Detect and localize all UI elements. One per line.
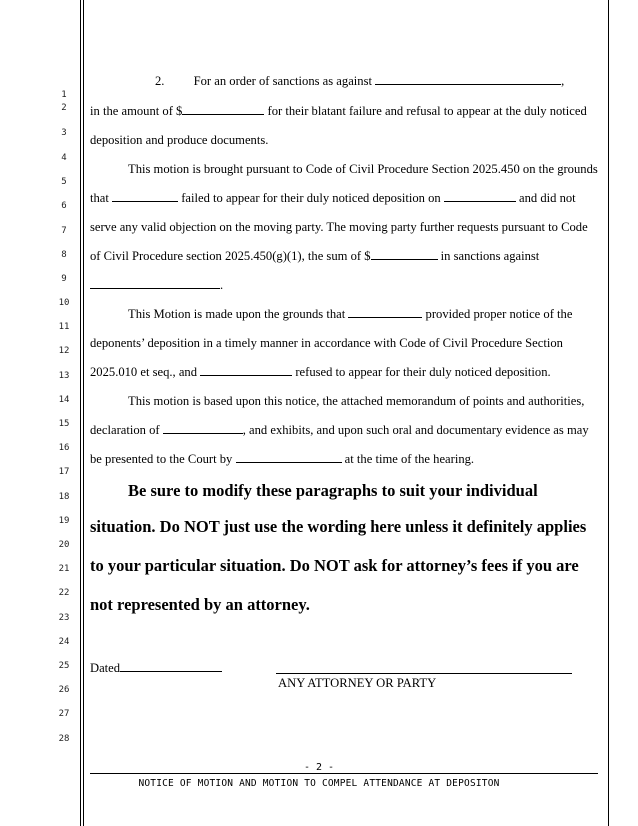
body-line-1	[90, 74, 564, 89]
blank-line	[163, 423, 243, 434]
text: that	[90, 191, 109, 205]
body-line-5	[90, 191, 576, 206]
body-line-4	[90, 162, 598, 177]
body-line-12	[90, 394, 584, 409]
blank-line	[375, 74, 561, 85]
blank-line	[200, 365, 292, 376]
blank-line	[444, 191, 516, 202]
line-number: 11	[58, 322, 70, 332]
line-number: 24	[58, 637, 70, 647]
signer-name: ANY ATTORNEY OR PARTY	[278, 676, 437, 690]
text: serve any valid objection on the moving party. The moving party further requests pursuant to Code	[90, 220, 588, 234]
line-number: 25	[58, 661, 70, 671]
line-number: 14	[58, 395, 70, 405]
line-number: 2	[61, 103, 67, 113]
left-margin-rule-inner	[83, 0, 84, 826]
blank-line	[371, 249, 438, 260]
line-number: 8	[61, 250, 67, 260]
body-line-13	[90, 423, 589, 438]
footer-title: NOTICE OF MOTION AND MOTION TO COMPEL ATTENDANCE AT DEPOSITON	[138, 778, 500, 789]
body-line-9	[90, 307, 572, 322]
body-line-3	[90, 133, 268, 148]
text: be presented to the Court by	[90, 452, 233, 466]
text: at the time of the hearing.	[344, 452, 475, 466]
text: in sanctions against	[440, 249, 540, 263]
body-line-8	[90, 278, 223, 293]
text: This Motion is made upon the grounds that	[128, 307, 346, 321]
text: This motion is based upon this notice, the attached memorandum of points and authorities,	[128, 394, 585, 408]
body-line-7	[90, 249, 539, 264]
line-number: 23	[58, 613, 70, 623]
line-number: 5	[61, 177, 67, 187]
text: provided proper notice of the	[425, 307, 573, 321]
line-number: 27	[58, 709, 70, 719]
footer-rule	[90, 773, 598, 774]
line-number: 20	[58, 540, 70, 550]
text: and did not	[519, 191, 576, 205]
right-margin-rule	[608, 0, 609, 826]
line-number: 26	[58, 685, 70, 695]
body-line-10	[90, 336, 563, 351]
line-number: 16	[58, 443, 70, 453]
left-margin-rule-outer	[80, 0, 81, 826]
text: This motion is brought pursuant to Code of Civil Procedure Section 2025.450 on the grounds	[128, 162, 598, 176]
instruction-line-1: Be sure to modify these paragraphs to suit your individual	[128, 481, 538, 500]
text: deposition and produce documents.	[90, 133, 269, 147]
instruction-line-2: situation. Do NOT just use the wording here unless it definitely applies	[90, 517, 587, 536]
text: refused to appear for their duly noticed deposition.	[295, 365, 551, 379]
blank-line	[182, 104, 264, 115]
line-number: 19	[58, 516, 70, 526]
item-text: For an order of sanctions as against	[193, 74, 372, 88]
line-number: 22	[58, 588, 70, 598]
line-number: 12	[58, 346, 70, 356]
line-number: 13	[58, 371, 70, 381]
dated-label: Dated	[90, 661, 121, 675]
signature-rule	[276, 673, 572, 674]
comma: ,	[561, 74, 565, 88]
line-number: 1	[61, 90, 67, 100]
page-number: - 2 -	[303, 762, 335, 773]
blank-line	[348, 307, 422, 318]
blank-line	[112, 191, 178, 202]
line-number: 4	[61, 153, 67, 163]
line-number: 21	[58, 564, 70, 574]
date-blank	[120, 661, 222, 672]
text: deponents’ deposition in a timely manner in accordance with Code of Civil Procedure Section	[90, 336, 563, 350]
line-number: 9	[61, 274, 67, 284]
blank-line	[90, 278, 220, 289]
instruction-line-3: to your particular situation. Do NOT ask for attorney’s fees if you are	[90, 556, 579, 575]
body-line-2	[90, 104, 587, 119]
text: failed to appear for their duly noticed deposition on	[181, 191, 441, 205]
text: of Civil Procedure section 2025.450(g)(1), the sum of $	[90, 249, 371, 263]
line-number: 15	[58, 419, 70, 429]
text: declaration of	[90, 423, 160, 437]
line-number: 17	[58, 467, 70, 477]
text: .	[220, 278, 224, 292]
line-number: 28	[58, 734, 70, 744]
body-line-14	[90, 452, 474, 467]
text: for their blatant failure and refusal to appear at the duly noticed	[267, 104, 587, 118]
line-number: 3	[61, 128, 67, 138]
text: 2025.010 et seq., and	[90, 365, 198, 379]
line-number: 18	[58, 492, 70, 502]
item-number: 2.	[155, 74, 165, 88]
blank-line	[236, 452, 342, 463]
text: in the amount of $	[90, 104, 183, 118]
body-line-6	[90, 220, 588, 235]
instruction-line-4: not represented by an attorney.	[90, 595, 310, 614]
line-number: 10	[58, 298, 70, 308]
line-number: 6	[61, 201, 67, 211]
body-line-11	[90, 365, 551, 380]
line-number: 7	[61, 226, 67, 236]
text: , and exhibits, and upon such oral and documentary evidence as may	[242, 423, 589, 437]
dated-line	[90, 661, 222, 676]
